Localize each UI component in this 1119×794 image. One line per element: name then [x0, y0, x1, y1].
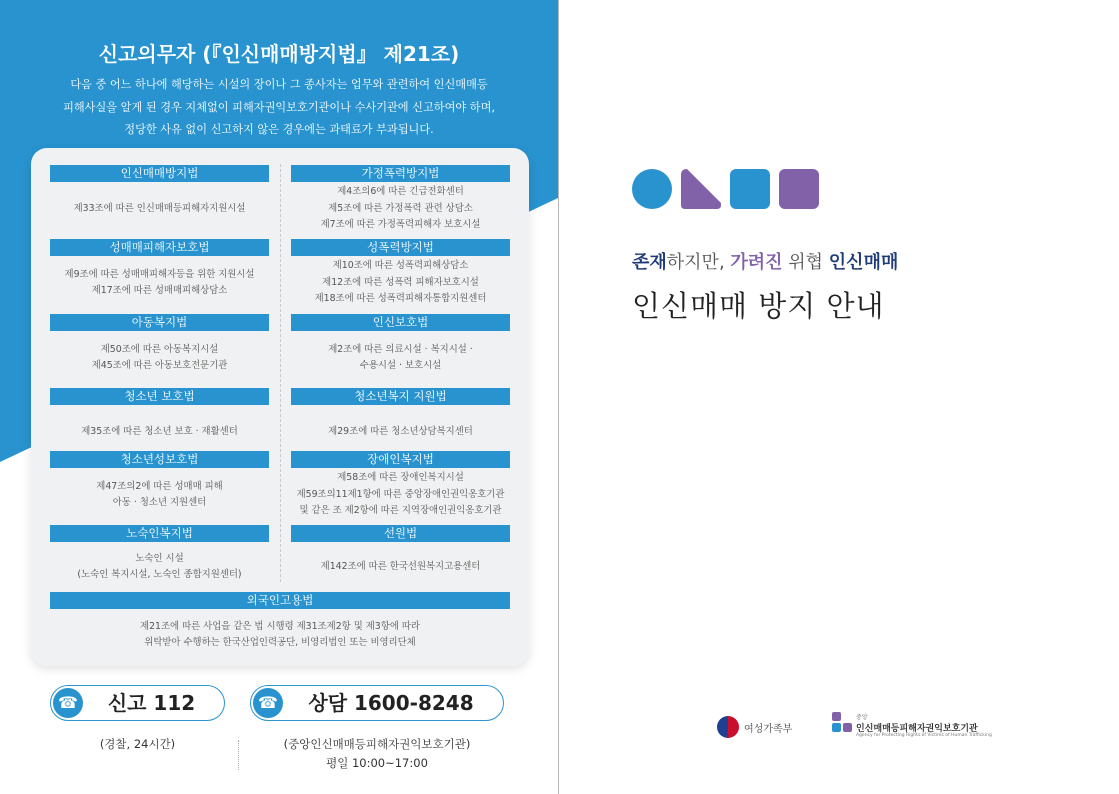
law-item: 수용시설 · 보호시설 — [359, 360, 442, 371]
page-heading: 신고의무자 (『인신매매방지법』 제21조) — [98, 42, 460, 66]
intro-line: 피해사실을 알게 된 경우 지체없이 피해자권익보호기관이나 수사기관에 신고하여야 하며, — [63, 100, 495, 114]
ministry-name: 여성가족부 — [744, 723, 793, 735]
law-header: 청소년복지 지원법 — [291, 388, 510, 405]
law-item: 제33조에 따른 인신매매등피해자지원시설 — [73, 202, 246, 214]
law-item: 제17조에 따른 성매매피해상담소 — [91, 285, 228, 296]
report-hotline[interactable] — [50, 685, 225, 721]
agency-english-name: Agency for Protecting Rights of Victims of Human Trafficking — [856, 733, 992, 738]
law-item: 제58조에 따른 장애인복지시설 — [337, 472, 464, 484]
report-hotline-label: 신고 112 — [107, 691, 196, 715]
law-body — [291, 184, 510, 234]
consult-hotline-label: 상담 1600-8248 — [308, 691, 474, 715]
ministry-logo — [717, 716, 792, 738]
law-header: 장애인복지법 — [291, 451, 510, 468]
tagline-part: 하지만, — [666, 252, 731, 273]
law-item: 및 같은 조 제2항에 따른 지역장애인권익옹호기관 — [299, 505, 502, 517]
logo-square-icon — [843, 723, 852, 732]
law-body — [50, 333, 269, 383]
law-item: 제45조에 따른 아동보호전문기관 — [91, 360, 228, 371]
phone-icon: ☎ — [53, 688, 83, 718]
law-body — [50, 407, 269, 457]
law-item: 제142조에 따른 한국선원복지고용센터 — [320, 560, 481, 572]
law-item: 제35조에 따른 청소년 보호 · 재활센터 — [81, 425, 238, 437]
tagline-part: 위협 — [782, 252, 829, 273]
tagline-part: 존재 — [632, 252, 667, 273]
law-item: 위탁받아 수행하는 한국산업인력공단, 비영리법인 또는 비영리단체 — [144, 637, 416, 648]
law-body — [291, 544, 510, 590]
intro-line: 정당한 사유 없이 신고하지 않은 경우에는 과태료가 부과됩니다. — [124, 123, 434, 136]
law-body — [50, 258, 269, 308]
law-body — [50, 544, 269, 590]
consult-hours: 평일 10:00~17:00 — [326, 756, 428, 770]
law-header: 인신보호법 — [291, 314, 510, 331]
law-item: 제12조에 따른 성폭력 피해자보호시설 — [322, 276, 479, 288]
law-header: 선원법 — [291, 525, 510, 542]
law-body — [50, 470, 269, 520]
law-item: 아동 · 청소년 지원센터 — [112, 497, 207, 508]
law-item: 제29조에 따른 청소년상담복지센터 — [328, 425, 473, 437]
law-header: 가정폭력방지법 — [291, 165, 510, 182]
law-header: 성매매피해자보호법 — [50, 239, 269, 256]
law-body — [50, 612, 510, 658]
law-header: 노숙인복지법 — [50, 525, 269, 542]
law-header: 성폭력방지법 — [291, 239, 510, 256]
law-item: 제10조에 따른 성폭력피해상담소 — [332, 260, 469, 272]
agency-name: 인신매매등피해자권익보호기관 — [856, 724, 978, 734]
taegeuk-icon — [717, 716, 739, 738]
law-header: 외국인고용법 — [50, 592, 510, 609]
consult-hotline-note — [250, 735, 504, 773]
law-header: 인신매매방지법 — [50, 165, 269, 182]
logo-square-icon — [832, 712, 841, 721]
law-item: 제21조에 따른 사업을 같은 법 시행령 제31조제2항 및 제3항에 따라 — [140, 620, 420, 632]
square-shape — [779, 169, 819, 209]
contact-divider — [238, 740, 239, 770]
law-body — [50, 184, 269, 234]
law-header: 청소년성보호법 — [50, 451, 269, 468]
law-body — [291, 258, 510, 308]
phone-icon: ☎ — [253, 688, 283, 718]
tagline-part: 가려진 — [730, 252, 783, 273]
agency-prefix: 중앙 — [856, 714, 868, 721]
law-item: 노숙인 시설 — [135, 552, 184, 564]
law-item: 제59조의11제1항에 따른 중앙장애인권익옹호기관 — [296, 488, 505, 500]
circle-shape — [632, 169, 672, 209]
law-item: 제47조의2에 따른 성매매 피해 — [96, 480, 223, 492]
left-page — [0, 0, 558, 794]
law-body — [291, 470, 510, 520]
law-item: 제18조에 따른 성폭력피해자통합지원센터 — [314, 293, 487, 305]
law-body — [291, 333, 510, 383]
square-shape — [730, 169, 770, 209]
page-fold — [558, 0, 559, 794]
law-item: 제2조에 따른 의료시설 · 복지시설 · — [328, 343, 473, 355]
consult-hotline[interactable] — [250, 685, 504, 721]
law-item: 제5조에 따른 가정폭력 관련 상담소 — [328, 202, 473, 214]
law-body — [291, 407, 510, 457]
triangle-shape — [681, 169, 721, 209]
law-item: 제7조에 따른 가정폭력피해자 보호시설 — [320, 219, 481, 231]
tagline-part: 인신매매 — [828, 252, 899, 273]
main-title: 인신매매 방지 안내 — [632, 289, 885, 323]
law-item: 제50조에 따른 아동복지시설 — [100, 343, 219, 355]
intro-text — [40, 74, 518, 142]
consult-agency: (중앙인신매매등피해자권익보호기관) — [283, 737, 471, 751]
law-header: 청소년 보호법 — [50, 388, 269, 405]
tagline — [632, 248, 898, 274]
law-header: 아동복지법 — [50, 314, 269, 331]
report-hotline-note: (경찰, 24시간) — [99, 737, 176, 751]
law-item: 제9조에 따른 성매매피해자등을 위한 지원시설 — [64, 268, 255, 280]
logo-square-icon — [832, 723, 841, 732]
law-item: (노숙인 복지시설, 노숙인 종합지원센터) — [77, 569, 242, 580]
column-divider — [280, 164, 281, 582]
intro-line: 다음 중 어느 하나에 해당하는 시설의 장이나 그 종사자는 업무와 관련하여 인신매매등 — [70, 78, 488, 91]
law-item: 제4조의6에 따른 긴급전화센터 — [337, 186, 464, 198]
